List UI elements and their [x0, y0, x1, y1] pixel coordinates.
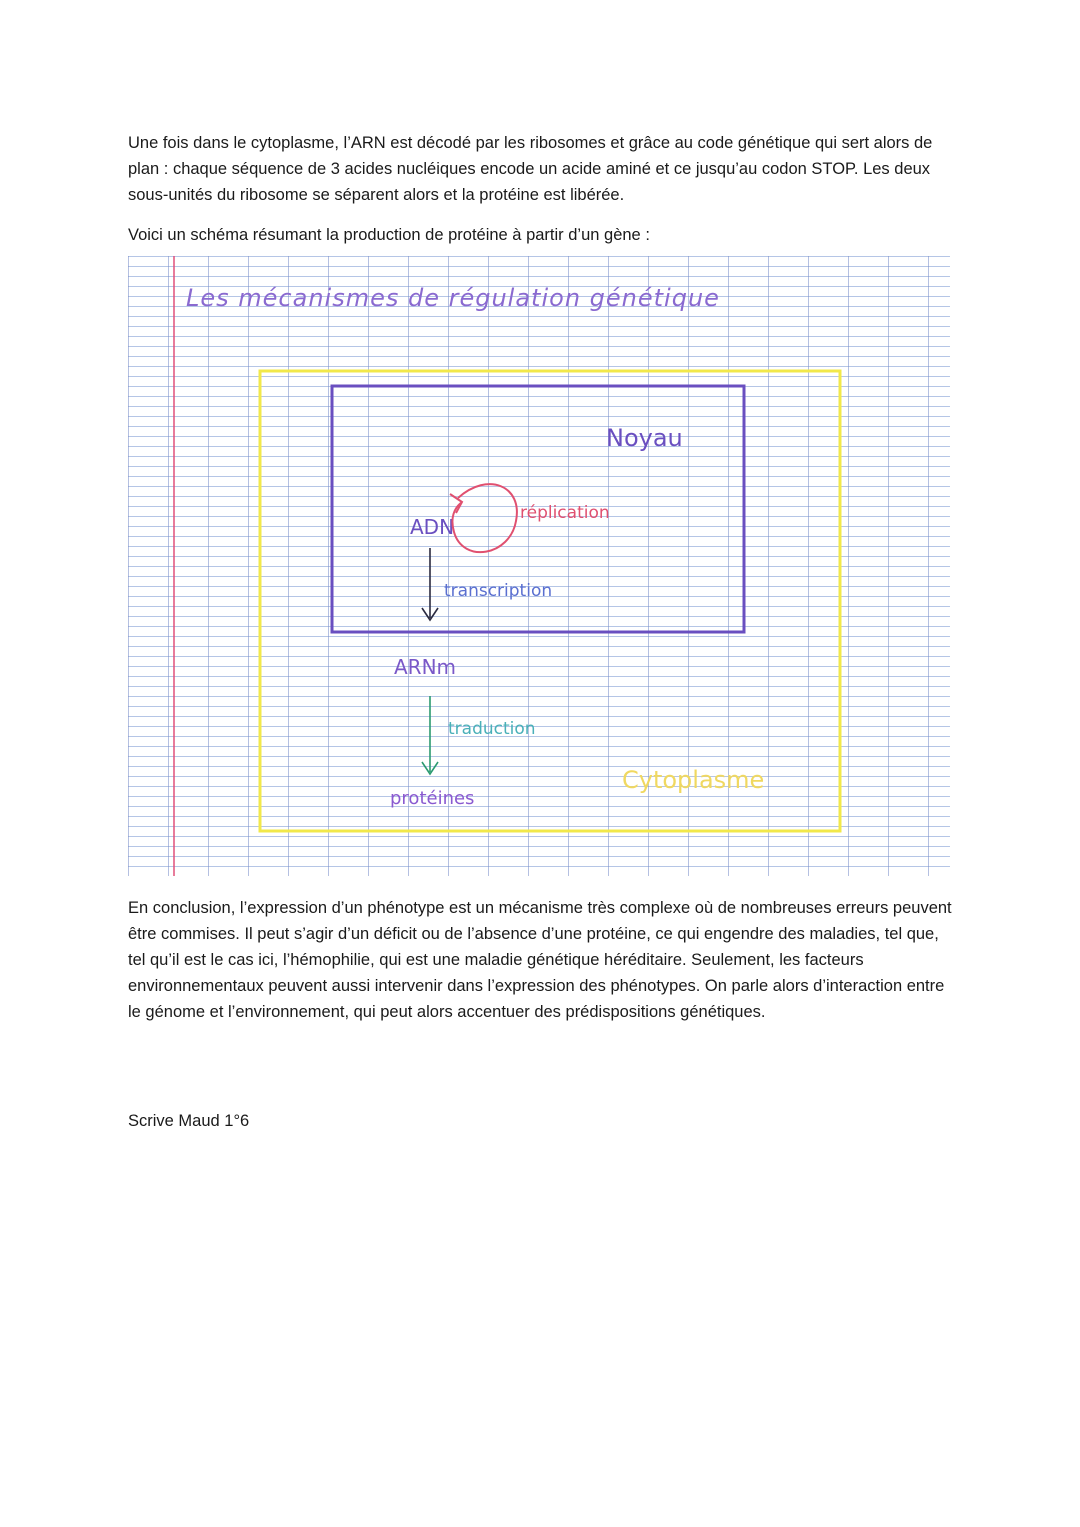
author-signature: Scrive Maud 1°6 [128, 1112, 250, 1130]
replication-loop [452, 484, 516, 552]
cytoplasm-box [260, 371, 840, 831]
mrna-label: ARNm [394, 655, 457, 679]
paragraph-conclusion: En conclusion, l’expression d’un phénotype est un mécanisme très complexe où de nombreuses erreurs peuvent être commises. Il peut s’agir d’un déficit ou de l’absence d’une protéine, ce qui engendre des maladies, tel que, tel qu’il est le cas ici, l’hémophilie, qui est une maladie génétique héréditaire. Seulement, les facteurs environnementaux peuvent aussi intervenir dans l’expression des phénotypes. On parle alors d’interaction entre le génome et l’environnement, qui peut alors accentuer des prédispositions génétiques. [128, 899, 952, 1021]
paragraph-diagram-intro: Voici un schéma résumant la production de protéine à partir d’un gène : [128, 226, 650, 244]
translation-label: traduction [448, 719, 536, 739]
protein-label: protéines [390, 788, 475, 809]
cytoplasm-label: Cytoplasme [622, 766, 765, 794]
transcription-label: transcription [444, 581, 553, 601]
diagram-drawing [128, 256, 950, 876]
diagram-title: Les mécanismes de régulation génétique [186, 284, 720, 312]
replication-label: réplication [520, 503, 610, 523]
handwritten-diagram [128, 256, 950, 876]
paragraph-cytoplasm-translation: Une fois dans le cytoplasme, l’ARN est décodé par les ribosomes et grâce au code génétique qui sert alors de plan : chaque séquence de 3 acides nucléiques encode un acide aminé et ce jusqu’au codon STOP. Les deux sous-unités du ribosome se séparent alors et la protéine est libérée. [128, 134, 933, 204]
nucleus-label: Noyau [606, 424, 683, 452]
dna-label: ADN [410, 515, 455, 539]
